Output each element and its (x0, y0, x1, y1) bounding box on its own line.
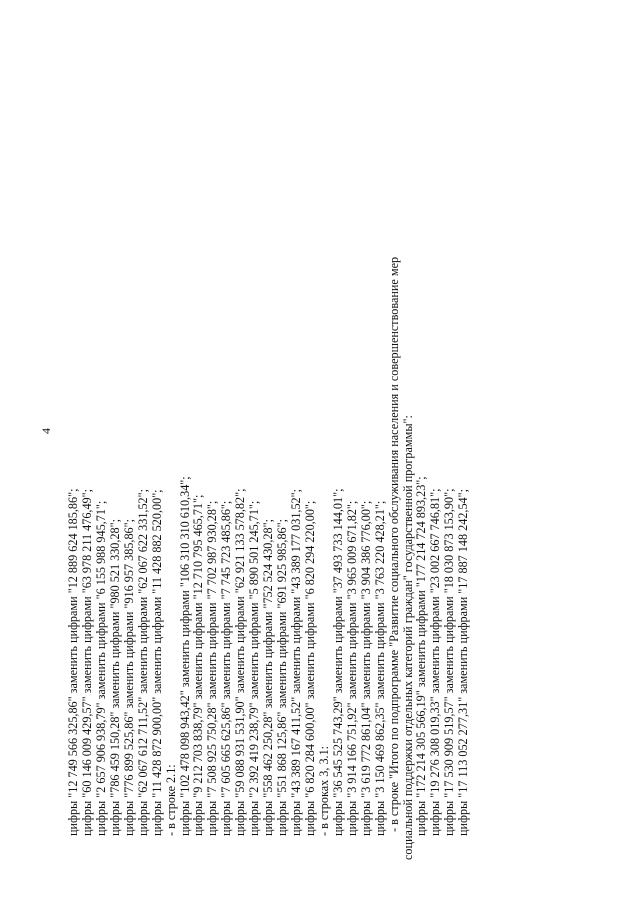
text-line: цифры "2 392 419 238,79" заменить цифрами "5 890 501 245,71"; (247, 500, 262, 836)
text-line: цифры "558 462 250,28" заменить цифрами "752 524 430,28"; (261, 519, 276, 836)
page-number: 4 (39, 428, 53, 434)
text-line: цифры "9 212 703 838,79" заменить цифрами "12 710 795 465,71"; (191, 494, 206, 836)
text-line: цифры "60 146 009 429,57" заменить цифрами "63 978 211 476,49"; (79, 488, 94, 836)
text-line: цифры "6 820 284 600,00" заменить цифрами "6 820 294 220,00"; (302, 500, 317, 836)
text-line: цифры "2 657 906 938,79" заменить цифрами "6 155 988 945,71"; (93, 500, 108, 836)
text-line: цифры "551 868 125,86" заменить цифрами "691 925 985,86"; (275, 519, 290, 836)
total-paragraph-line-1: - в строке "Итого по подпрограмме "Развитие социального обслуживания населения и совершенствование мер (386, 256, 401, 832)
text-line: цифры "3 150 469 862,35" заменить цифрами "3 763 220 428,21"; (372, 500, 387, 836)
text-line: цифры "3 914 166 751,92" заменить цифрами "3 965 009 671,82"; (344, 500, 359, 836)
text-line: цифры "59 088 931 531,90" заменить цифрами "62 921 133 578,82"; (233, 488, 248, 836)
text-line: цифры "7 605 665 625,86" заменить цифрами "7 745 723 485,86"; (219, 500, 234, 836)
text-line: цифры "43 389 167 411,52" заменить цифрами "43 389 177 031,52"; (289, 488, 303, 836)
section-heading-3-31: - в строках 3, 3.1: (316, 745, 331, 836)
text-line: цифры "36 545 525 743,29" заменить цифрами "37 493 733 144,01"; (330, 488, 345, 836)
total-paragraph-line-2: социальной поддержки отдельных категорий граждан" государственной программы": (400, 415, 415, 860)
text-line: цифры "776 899 525,86" заменить цифрами "916 957 385,86"; (121, 519, 136, 836)
text-line: цифры "3 619 772 861,04" заменить цифрами "3 904 386 776,00"; (358, 500, 373, 836)
text-line: цифры "11 428 872 900,00" заменить цифрами "11 428 882 520,00"; (149, 489, 164, 836)
text-line: цифры "786 459 150,28" заменить цифрами "980 521 330,28"; (107, 519, 122, 836)
text-line: цифры "12 749 566 325,86" заменить цифрами "12 889 624 185,86"; (66, 488, 80, 836)
text-line: цифры "102 478 098 943,42" заменить цифрами "106 310 310 610,34"; (177, 476, 192, 836)
section-heading-2-1: - в строке 2.1: (163, 764, 178, 836)
text-line: цифры "62 067 612 711,52" заменить цифрами "62 067 622 331,52"; (135, 488, 150, 836)
text-line: цифры "7 508 925 750,28" заменить цифрами "7 702 987 930,28"; (205, 500, 220, 836)
rotated-text-body (67, 40, 471, 860)
text-line: цифры "172 214 305 566,19" заменить цифрами "177 214 724 893,23"; (414, 476, 429, 836)
text-line: цифры "17 530 909 519,57" заменить цифрами "18 030 873 153,90"; (442, 488, 457, 836)
text-line: цифры "19 276 308 019,33" заменить цифрами "23 002 667 746,81"; (428, 488, 443, 836)
text-line: цифры "17 113 052 277,31" заменить цифрами "17 887 148 242,54"; (456, 488, 471, 836)
